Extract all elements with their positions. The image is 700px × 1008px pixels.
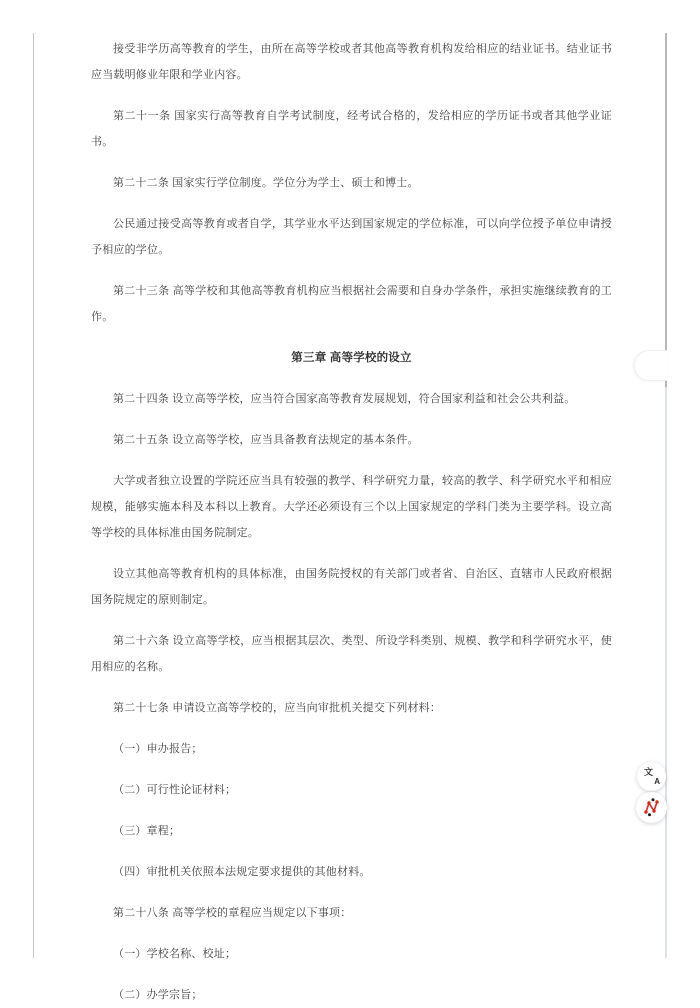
paragraph: 大学或者独立设置的学院还应当具有较强的教学、科学研究力量，较高的教学、科学研究水平和相应规模，能够实施本科及本科以上教育。大学还必须设有三个以上国家规定的学科门类为主要学科。设立高等学校的具体标准由国务院制定。 (91, 475, 612, 539)
graph-extension-button[interactable] (636, 792, 667, 823)
paragraph: （四）审批机关依照本法规定要求提供的其他材料。 (113, 866, 371, 878)
scrollbar-thumb[interactable] (665, 33, 667, 387)
paragraph: 第二十六条 设立高等学校，应当根据其层次、类型、所设学科类别、规模、教学和科学研究水平，使用相应的名称。 (91, 635, 612, 673)
side-panel-handle[interactable] (634, 350, 667, 381)
document-body (91, 36, 612, 1008)
paragraph: （二）可行性论证材料； (113, 784, 237, 796)
paragraph: （三）章程； (113, 825, 181, 837)
paragraph: 第二十五条 设立高等学校，应当具备教育法规定的基本条件。 (113, 434, 419, 446)
paragraph: 接受非学历高等教育的学生，由所在高等学校或者其他高等教育机构发给相应的结业证书。结业证书应当载明修业年限和学业内容。 (91, 43, 612, 81)
paragraph: 第二十二条 国家实行学位制度。学位分为学士、硕士和博士。 (113, 177, 419, 189)
document-page (33, 33, 666, 1001)
translate-icon: 文 A (644, 767, 660, 786)
paragraph: 公民通过接受高等教育或者自学，其学业水平达到国家规定的学位标准，可以向学位授予单位申请授予相应的学位。 (91, 218, 612, 256)
paragraph: 第二十四条 设立高等学校，应当符合国家高等教育发展规划，符合国家利益和社会公共利益。 (113, 393, 576, 405)
paragraph: （二）办学宗旨； (113, 989, 203, 1001)
paragraph: 设立其他高等教育机构的具体标准，由国务院授权的有关部门或者省、自治区、直辖市人民政府根据国务院规定的原则制定。 (91, 568, 612, 606)
paragraph: 第二十一条 国家实行高等教育自学考试制度，经考试合格的，发给相应的学历证书或者其他学业证书。 (91, 110, 612, 148)
scrollbar-track (665, 387, 667, 958)
chapter-heading: 第三章 高等学校的设立 (291, 352, 412, 364)
paragraph: （一）申办报告； (113, 743, 203, 755)
paragraph: 第二十三条 高等学校和其他高等教育机构应当根据社会需要和自身办学条件，承担实施继续教育的工作。 (91, 285, 612, 323)
paragraph: 第二十七条 申请设立高等学校的，应当向审批机关提交下列材料： (113, 702, 442, 714)
network-graph-icon (642, 798, 661, 817)
translate-button[interactable] (637, 762, 666, 791)
paragraph: （一）学校名称、校址； (113, 948, 237, 960)
paragraph: 第二十八条 高等学校的章程应当规定以下事项： (113, 907, 352, 919)
